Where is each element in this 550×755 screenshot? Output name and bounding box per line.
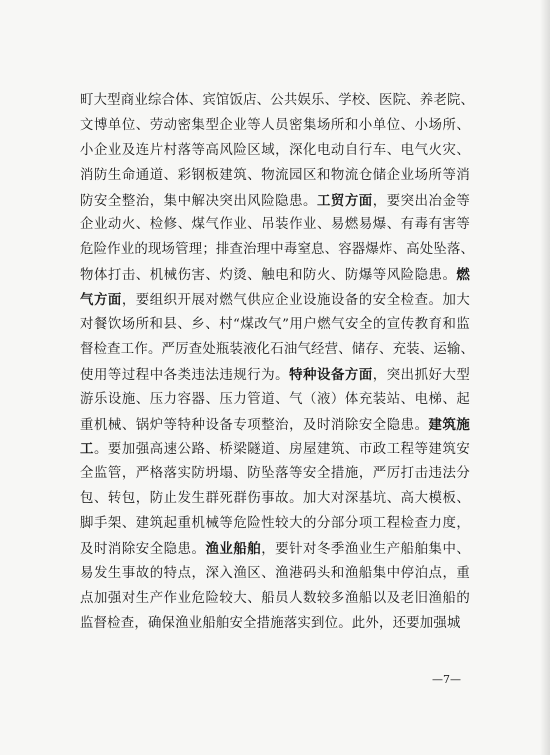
text-segment: ，突出抓好大型 xyxy=(372,367,471,383)
text-segment: 点加强对生产作业危险较大、船员人数较多渔船以及老旧渔船的 xyxy=(80,590,470,606)
body-text xyxy=(80,89,475,637)
text-segment: 小企业及连片村落等高风险区域，深化电动自行车、电气火灾、 xyxy=(80,142,470,158)
text-line xyxy=(80,114,470,139)
text-segment: 重机械、锅炉等特种设备专项整治，及时消除安全隐患。 xyxy=(80,417,429,433)
text-line xyxy=(80,562,470,587)
text-segment: 物体打击、机械伤害、灼烫、触电和防火、防爆等风险隐患。 xyxy=(80,268,457,284)
text-segment: 町大型商业综合体、宾馆饭店、公共娱乐、学校、医院、养老院、 xyxy=(80,93,475,108)
text-line xyxy=(80,313,470,338)
bold-heading-text: 特种设备方面 xyxy=(289,366,373,383)
text-segment: ，要组织开展对燃气供应企业设施设备的安全检查。加大 xyxy=(121,293,470,309)
text-line xyxy=(80,388,470,413)
text-line xyxy=(80,363,470,388)
text-line xyxy=(80,413,470,438)
bold-heading-text: 工 xyxy=(80,441,94,458)
bold-heading-text: 气方面 xyxy=(80,292,122,309)
text-segment: ，要突出冶金等 xyxy=(372,193,470,209)
text-line xyxy=(80,89,475,114)
text-line xyxy=(80,512,470,537)
text-segment: 易发生事故的特点，深入渔区、渔港码头和渔船集中停泊点，重 xyxy=(80,565,470,581)
text-segment: 游乐设施、压力容器、压力管道、气（液）体充装站、电梯、起 xyxy=(80,391,470,407)
bold-heading-text: 渔业船舶 xyxy=(205,541,262,558)
text-line xyxy=(80,462,470,487)
bold-heading-text: 燃 xyxy=(456,267,470,284)
bold-heading-text: 工贸方面 xyxy=(316,192,373,209)
text-line xyxy=(80,537,470,562)
text-segment: 企业动火、检修、煤气作业、吊装作业、易燃易爆、有毒有害等 xyxy=(80,217,470,233)
text-segment: 包、转包，防止发生群死群伤事故。加大对深基坑、高大模板、 xyxy=(80,491,470,507)
text-line xyxy=(80,238,475,263)
text-line xyxy=(80,263,470,288)
text-segment: ，要针对冬季渔业生产船舶集中、 xyxy=(261,542,470,558)
text-segment: 对餐饮场所和县、乡、村“煤改气”用户燃气安全的宣传教育和监 xyxy=(80,317,470,333)
text-segment: 督检查工作。严厉查处瓶装液化石油气经营、储存、充装、运输、 xyxy=(80,341,475,357)
text-segment: 脚手架、建筑起重机械等危险性较大的分部分项工程检查力度， xyxy=(80,516,470,532)
page-edge-shadow xyxy=(540,0,550,755)
text-segment: 全监管，严格落实防坍塌、防坠落等安全措施，严厉打击违法分 xyxy=(80,466,470,482)
text-line xyxy=(80,213,470,238)
text-line xyxy=(80,164,470,189)
text-segment: 消防生命通道、彩钢板建筑、物流园区和物流仓储企业场所等消 xyxy=(80,167,470,183)
text-segment: 监督检查，确保渔业船舶安全措施落实到位。此外，还要加强城 xyxy=(80,615,461,631)
text-segment: 使用等过程中各类违法违规行为。 xyxy=(80,367,290,383)
text-line xyxy=(80,487,470,512)
text-segment: 。要加强高速公路、桥梁隧道、房屋建筑、市政工程等建筑安 xyxy=(93,442,471,458)
text-segment: 文博单位、劳动密集型企业等人员密集场所和小单位、小场所、 xyxy=(80,117,470,133)
text-segment: 危险作业的现场管理；排查治理中毒窒息、容器爆炸、高处坠落、 xyxy=(80,242,475,258)
text-segment: 及时消除安全隐患。 xyxy=(80,542,206,558)
text-line xyxy=(80,437,470,462)
text-line xyxy=(80,189,470,214)
text-line xyxy=(80,612,470,637)
text-line xyxy=(80,338,475,363)
page-number: —7— xyxy=(432,673,461,686)
text-line xyxy=(80,139,470,164)
text-segment: 防安全整治，集中解决突出风险隐患。 xyxy=(80,193,317,209)
bold-heading-text: 建筑施 xyxy=(428,416,471,433)
text-line xyxy=(80,587,470,612)
text-line xyxy=(80,288,470,313)
